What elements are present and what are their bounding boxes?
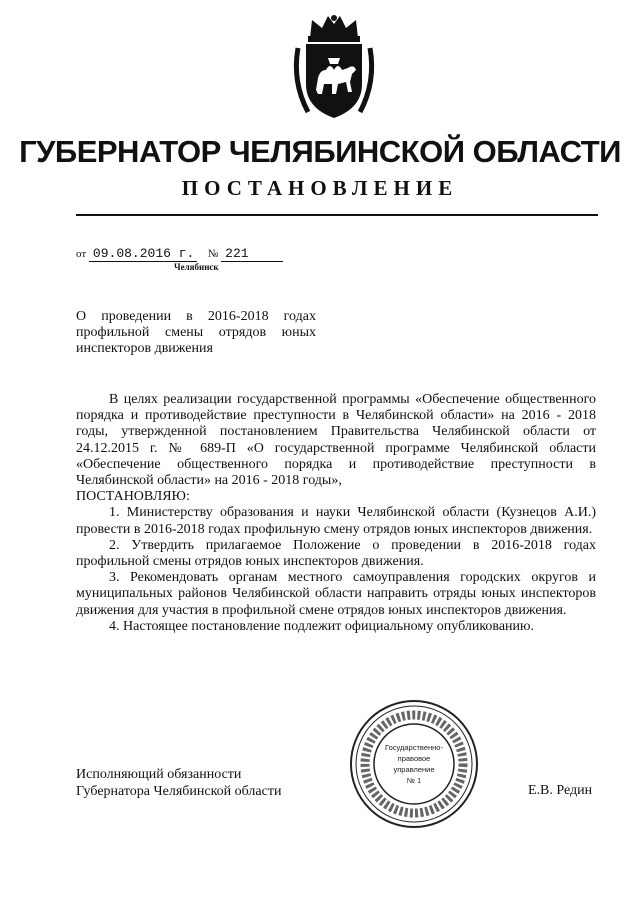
item-paragraph: 3. Рекомендовать органам местного самоуправления городских округов и муниципальных районов Челябинской области направить отряды юных инспекторов движения для участия в профильной смене отрядов юных инспекторов движения. — [76, 570, 596, 618]
coat-of-arms-icon — [288, 12, 380, 124]
date-number-line — [76, 246, 283, 262]
seal-center-line: Государственно- — [385, 743, 443, 752]
number-label: № — [207, 248, 219, 260]
signer-position-line: Исполняющий обязанности — [76, 767, 242, 782]
document-subject: О проведении в 2016-2018 годах профильной смены отрядов юных инспекторов движения — [76, 309, 316, 356]
item-paragraph: 1. Министерству образования и науки Челябинской области (Кузнецов А.И.) провести в 2016-2018 годах профильную смену отрядов юных инспекторов движения. — [76, 505, 596, 537]
header-divider — [76, 214, 598, 216]
issuer-title: ГУБЕРНАТОР ЧЕЛЯБИНСКОЙ ОБЛАСТИ — [19, 134, 621, 169]
from-label: от — [76, 248, 87, 260]
signer-position-line: Губернатора Челябинской области — [76, 784, 282, 799]
item-paragraph: 4. Настоящее постановление подлежит официальному опубликованию. — [109, 618, 534, 634]
seal-center-line: № 1 — [406, 776, 422, 785]
document-date: 09.08.2016 г. — [89, 246, 197, 262]
document-type-title: ПОСТАНОВЛЕНИЕ — [181, 176, 459, 200]
document-body — [76, 392, 596, 635]
signer-position — [76, 766, 281, 800]
seal-center-line: правовое — [397, 754, 431, 763]
decree-word: ПОСТАНОВЛЯЮ: — [76, 489, 190, 505]
preamble-paragraph: В целях реализации государственной программы «Обеспечение общественного порядка и противодействие преступности в Челябинской области» на 2016 - 2018 годы, утвержденной постановлением Правительства Челябинской области от 24.12.2015 г. № 689-П «О государственной программе Челябинской области «Обеспечение общественного порядка и противодействие преступности в Челябинской области» на 2016 - 2018 годы», — [76, 392, 596, 489]
item-paragraph: 2. Утвердить прилагаемое Положение о проведении в 2016-2018 годах профильной смены отрядов юных инспекторов движения. — [76, 537, 596, 570]
signer-name: Е.В. Редин — [528, 783, 593, 798]
seal-center-line: управление — [393, 765, 435, 774]
official-seal-stamp — [348, 698, 480, 830]
city-name: Челябинск — [174, 262, 219, 272]
document-number: 221 — [221, 246, 283, 262]
